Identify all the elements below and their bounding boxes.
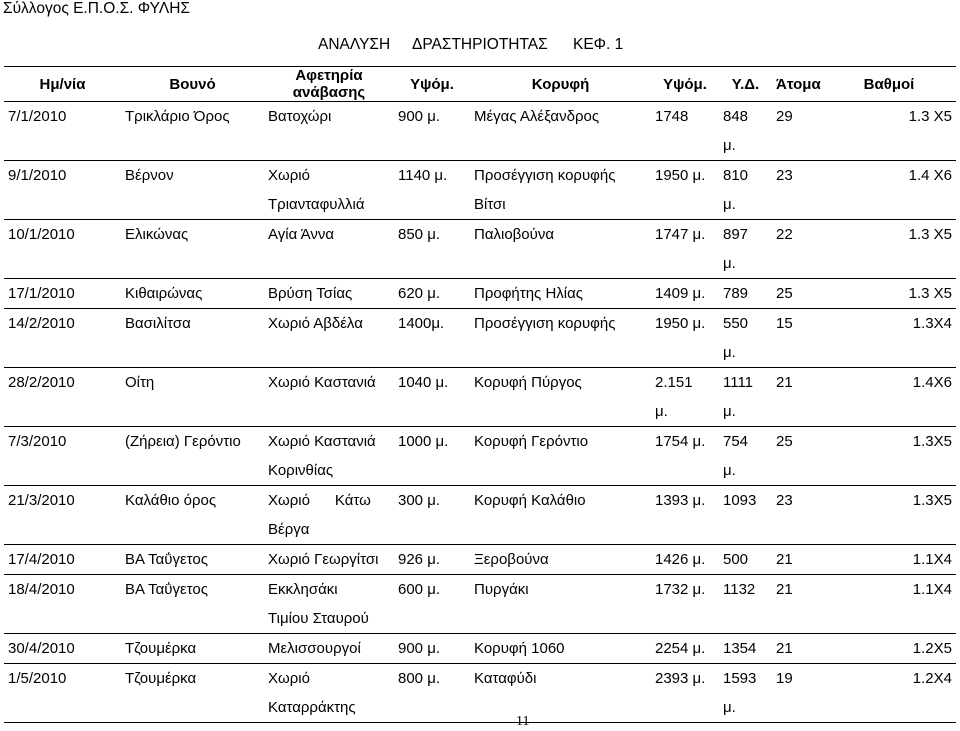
cell-mountain <box>121 664 264 723</box>
cell-grade-text: 1.3X4 <box>912 315 952 332</box>
cell-peak-text: Παλιοβούνα <box>474 226 555 243</box>
cell-date-text: 7/1/2010 <box>8 108 67 125</box>
cell-mountain-text: ΒΑ Ταΰγετος <box>125 581 208 598</box>
cell-peak-text: Προσέγγιση κορυφής <box>474 167 616 184</box>
cell-alt-start <box>394 368 470 427</box>
cell-start-text: Βρύση Τσίας <box>268 285 353 302</box>
cell-people <box>772 634 822 664</box>
cell-start-text: Χωριό <box>268 670 310 687</box>
cell-grade-text: 1.3 X5 <box>908 108 952 125</box>
cell-grade-text: 1.4 X6 <box>908 167 952 184</box>
col-header-mountain: Βουνό <box>121 67 264 102</box>
cell-start-text-line2: Καταρράκτης <box>268 699 356 716</box>
cell-alt-start-text: 850 μ. <box>398 226 441 243</box>
table-row <box>4 309 956 368</box>
cell-date <box>4 102 121 161</box>
cell-peak <box>470 309 651 368</box>
cell-alt-start <box>394 161 470 220</box>
cell-grade-text: 1.3 X5 <box>908 285 952 302</box>
cell-peak <box>470 486 651 545</box>
cell-vertical-diff <box>719 486 772 545</box>
cell-alt-start-text: 900 μ. <box>398 640 441 657</box>
cell-date-text: 7/3/2010 <box>8 433 67 450</box>
cell-date <box>4 279 121 309</box>
table-row <box>4 161 956 220</box>
cell-alt-peak-text: 1754 μ. <box>655 433 706 450</box>
cell-alt-start <box>394 575 470 634</box>
cell-mountain <box>121 220 264 279</box>
cell-vertical-diff-text-line2: μ. <box>723 462 736 479</box>
cell-mountain <box>121 427 264 486</box>
cell-vertical-diff-text: 1354 <box>723 640 757 657</box>
cell-alt-peak <box>651 575 719 634</box>
cell-alt-start <box>394 664 470 723</box>
page-number: 11 <box>516 714 530 729</box>
cell-alt-peak-text: 1950 μ. <box>655 315 706 332</box>
cell-grade <box>822 486 956 545</box>
cell-people-text: 23 <box>776 167 793 184</box>
cell-start <box>264 664 394 723</box>
cell-alt-peak-text: 2.151 <box>655 374 693 391</box>
cell-vertical-diff-text: 500 <box>723 551 749 568</box>
cell-date <box>4 486 121 545</box>
cell-alt-peak-text: 1409 μ. <box>655 285 706 302</box>
cell-vertical-diff-text-line2: μ. <box>723 403 736 420</box>
cell-grade <box>822 279 956 309</box>
cell-mountain <box>121 486 264 545</box>
cell-people <box>772 545 822 575</box>
cell-vertical-diff-text: 789 <box>723 285 749 302</box>
cell-date <box>4 545 121 575</box>
cell-peak <box>470 220 651 279</box>
cell-alt-start-text: 1400μ. <box>398 315 445 332</box>
cell-people-text: 21 <box>776 551 793 568</box>
cell-people <box>772 575 822 634</box>
cell-people-text: 25 <box>776 433 793 450</box>
cell-people-text: 21 <box>776 640 793 657</box>
cell-start <box>264 309 394 368</box>
cell-grade-text: 1.3 X5 <box>908 226 952 243</box>
cell-people <box>772 368 822 427</box>
cell-date <box>4 664 121 723</box>
cell-date-text: 30/4/2010 <box>8 640 75 657</box>
cell-alt-start <box>394 309 470 368</box>
cell-peak-text: Πυργάκι <box>474 581 529 598</box>
cell-people <box>772 427 822 486</box>
cell-peak-text: Κορυφή 1060 <box>474 640 565 657</box>
col-header-people: Άτομα <box>772 67 822 102</box>
cell-alt-start <box>394 545 470 575</box>
col-header-start <box>264 67 394 102</box>
cell-date-text: 17/4/2010 <box>8 551 75 568</box>
cell-vertical-diff-text-line2: μ. <box>723 255 736 272</box>
cell-date <box>4 161 121 220</box>
cell-people <box>772 102 822 161</box>
cell-start-text: Χωριό <box>268 167 310 184</box>
cell-date-text: 18/4/2010 <box>8 581 75 598</box>
cell-peak-text: Καταφύδι <box>474 670 537 687</box>
cell-alt-peak-text: 1393 μ. <box>655 492 706 509</box>
cell-grade <box>822 309 956 368</box>
cell-vertical-diff-text: 897 <box>723 226 749 243</box>
cell-peak <box>470 161 651 220</box>
cell-people-text: 29 <box>776 108 793 125</box>
cell-start <box>264 575 394 634</box>
col-header-vertical-diff: Υ.Δ. <box>719 67 772 102</box>
cell-alt-peak <box>651 309 719 368</box>
cell-start-text: Μελισσουργοί <box>268 640 361 657</box>
table-row <box>4 575 956 634</box>
cell-people <box>772 220 822 279</box>
cell-people-text: 19 <box>776 670 793 687</box>
cell-peak <box>470 545 651 575</box>
cell-alt-peak <box>651 102 719 161</box>
cell-start <box>264 220 394 279</box>
cell-mountain-text: (Ζήρεια) Γερόντιο <box>125 433 241 450</box>
cell-grade <box>822 102 956 161</box>
cell-grade-text: 1.3X5 <box>912 492 952 509</box>
cell-vertical-diff-text: 1093 <box>723 492 757 509</box>
cell-alt-peak-text-line2: μ. <box>655 403 668 420</box>
cell-people <box>772 486 822 545</box>
activity-table <box>4 66 956 723</box>
cell-peak <box>470 102 651 161</box>
table-row <box>4 634 956 664</box>
cell-mountain <box>121 161 264 220</box>
cell-date <box>4 575 121 634</box>
cell-date-text: 9/1/2010 <box>8 167 67 184</box>
cell-start-text-line2: Τριανταφυλλιά <box>268 196 365 213</box>
cell-people-text: 25 <box>776 285 793 302</box>
cell-peak-text: Προφήτης Ηλίας <box>474 285 584 302</box>
cell-date-text: 14/2/2010 <box>8 315 75 332</box>
cell-vertical-diff <box>719 102 772 161</box>
cell-start-text: Χωριό Γεωργίτσι <box>268 551 379 568</box>
cell-grade-text: 1.4X6 <box>912 374 952 391</box>
cell-peak-text: Κορυφή Γερόντιο <box>474 433 589 450</box>
cell-mountain <box>121 575 264 634</box>
cell-peak-text: Μέγας Αλέξανδρος <box>474 108 600 125</box>
cell-grade <box>822 220 956 279</box>
cell-start <box>264 486 394 545</box>
cell-vertical-diff <box>719 309 772 368</box>
cell-alt-start-text: 1000 μ. <box>398 433 449 450</box>
cell-vertical-diff <box>719 279 772 309</box>
cell-alt-start-text: 1140 μ. <box>398 167 448 184</box>
cell-vertical-diff <box>719 220 772 279</box>
col-header-date: Ημ/νία <box>4 67 121 102</box>
cell-date <box>4 220 121 279</box>
cell-people-text: 21 <box>776 374 793 391</box>
table-row <box>4 545 956 575</box>
cell-grade-text: 1.1X4 <box>912 551 952 568</box>
cell-grade <box>822 545 956 575</box>
cell-peak-text-line2: Βίτσι <box>474 196 506 213</box>
title-part-chapter: ΚΕΦ. 1 <box>573 36 624 53</box>
cell-start <box>264 102 394 161</box>
cell-alt-start-text: 600 μ. <box>398 581 441 598</box>
cell-vertical-diff-text: 550 <box>723 315 749 332</box>
cell-grade-text: 1.2X4 <box>912 670 952 687</box>
cell-vertical-diff <box>719 161 772 220</box>
cell-alt-peak <box>651 427 719 486</box>
cell-peak-text: Προσέγγιση κορυφής <box>474 315 616 332</box>
cell-peak <box>470 664 651 723</box>
cell-start <box>264 427 394 486</box>
cell-people <box>772 161 822 220</box>
cell-people <box>772 309 822 368</box>
cell-mountain-text: ΒΑ Ταΰγετος <box>125 551 208 568</box>
cell-date-text: 21/3/2010 <box>8 492 75 509</box>
cell-mountain <box>121 545 264 575</box>
cell-date-text: 10/1/2010 <box>8 226 75 243</box>
cell-alt-start-text: 900 μ. <box>398 108 441 125</box>
cell-vertical-diff <box>719 545 772 575</box>
cell-alt-peak <box>651 634 719 664</box>
cell-alt-start <box>394 102 470 161</box>
cell-peak <box>470 575 651 634</box>
cell-mountain-text: Τζουμέρκα <box>125 670 197 687</box>
cell-mountain <box>121 368 264 427</box>
cell-alt-start <box>394 279 470 309</box>
cell-mountain-text: Τρικλάριο Όρος <box>125 108 230 125</box>
cell-start-text: Χωριό Καστανιά <box>268 374 376 391</box>
cell-date <box>4 368 121 427</box>
cell-alt-start <box>394 486 470 545</box>
cell-alt-start-text: 800 μ. <box>398 670 441 687</box>
cell-start <box>264 545 394 575</box>
table-row <box>4 279 956 309</box>
cell-mountain-text: Οίτη <box>125 374 155 391</box>
cell-start-text: Βατοχώρι <box>268 108 332 125</box>
cell-alt-start-text: 620 μ. <box>398 285 441 302</box>
cell-people-text: 21 <box>776 581 793 598</box>
cell-alt-peak-text: 1748 <box>655 108 689 125</box>
cell-vertical-diff-text-line2: μ. <box>723 699 736 716</box>
cell-grade <box>822 161 956 220</box>
cell-peak <box>470 634 651 664</box>
cell-people-text: 22 <box>776 226 793 243</box>
cell-vertical-diff-text-line2: μ. <box>723 137 736 154</box>
cell-alt-peak <box>651 220 719 279</box>
cell-alt-peak <box>651 161 719 220</box>
cell-start-text: Χωριό Καστανιά <box>268 433 376 450</box>
cell-alt-peak-text: 1732 μ. <box>655 581 706 598</box>
table-row <box>4 486 956 545</box>
cell-start <box>264 368 394 427</box>
cell-vertical-diff-text: 810 <box>723 167 749 184</box>
cell-vertical-diff-text: 1593 <box>723 670 757 687</box>
cell-alt-start <box>394 634 470 664</box>
cell-alt-start-text: 1040 μ. <box>398 374 449 391</box>
cell-start-text: Αγία Άννα <box>268 226 334 243</box>
table-row <box>4 427 956 486</box>
col-header-peak: Κορυφή <box>470 67 651 102</box>
cell-alt-peak <box>651 486 719 545</box>
cell-vertical-diff-text: 1132 <box>723 581 756 598</box>
title-part-analysis: ΑΝΑΛΥΣΗ <box>318 36 391 53</box>
cell-grade-text: 1.2X5 <box>912 640 952 657</box>
cell-date-text: 1/5/2010 <box>8 670 67 687</box>
cell-peak <box>470 368 651 427</box>
cell-peak <box>470 279 651 309</box>
cell-alt-peak <box>651 545 719 575</box>
cell-start-text-line2: Κορινθίας <box>268 462 334 479</box>
cell-vertical-diff <box>719 368 772 427</box>
cell-vertical-diff-text: 1111 <box>723 374 754 391</box>
cell-mountain-text: Βέρνον <box>125 167 174 184</box>
col-header-alt-peak: Υψόμ. <box>651 67 719 102</box>
col-header-alt-start: Υψόμ. <box>394 67 470 102</box>
cell-vertical-diff <box>719 575 772 634</box>
cell-date-text: 28/2/2010 <box>8 374 75 391</box>
table-header-row <box>4 67 956 102</box>
cell-grade <box>822 664 956 723</box>
cell-mountain <box>121 309 264 368</box>
cell-alt-start <box>394 427 470 486</box>
cell-start <box>264 634 394 664</box>
cell-peak-text: Ξεροβούνα <box>474 551 549 568</box>
cell-date <box>4 634 121 664</box>
cell-people-text: 15 <box>776 315 793 332</box>
cell-start-text-line2: Βέργα <box>268 521 310 538</box>
cell-mountain <box>121 102 264 161</box>
cell-grade-text: 1.3X5 <box>912 433 952 450</box>
cell-alt-start <box>394 220 470 279</box>
cell-start <box>264 279 394 309</box>
cell-grade <box>822 368 956 427</box>
cell-vertical-diff-text-line2: μ. <box>723 196 736 213</box>
cell-start-text-line2: Τιμίου Σταυρού <box>268 610 369 627</box>
cell-alt-peak <box>651 368 719 427</box>
cell-vertical-diff-text: 848 <box>723 108 749 125</box>
title-part-activity: ΔΡΑΣΤΗΡΙΟΤΗΤΑΣ <box>412 36 548 53</box>
cell-grade <box>822 427 956 486</box>
col-header-grade: Βαθμοί <box>822 67 956 102</box>
cell-mountain <box>121 634 264 664</box>
cell-mountain-text: Τζουμέρκα <box>125 640 197 657</box>
cell-vertical-diff-text: 754 <box>723 433 749 450</box>
cell-vertical-diff <box>719 634 772 664</box>
cell-start <box>264 161 394 220</box>
table-row <box>4 102 956 161</box>
cell-vertical-diff <box>719 427 772 486</box>
cell-grade <box>822 634 956 664</box>
cell-mountain-text: Βασιλίτσα <box>125 315 191 332</box>
table-row <box>4 220 956 279</box>
cell-people <box>772 664 822 723</box>
cell-grade <box>822 575 956 634</box>
cell-vertical-diff-text-line2: μ. <box>723 344 736 361</box>
cell-alt-peak-text: 1950 μ. <box>655 167 706 184</box>
cell-alt-start-text: 926 μ. <box>398 551 441 568</box>
cell-vertical-diff <box>719 664 772 723</box>
cell-mountain-text: Ελικώνας <box>125 226 189 243</box>
cell-start-text: Εκκλησάκι <box>268 581 338 598</box>
cell-alt-peak <box>651 664 719 723</box>
cell-alt-peak-text: 1747 μ. <box>655 226 706 243</box>
cell-people-text: 23 <box>776 492 793 509</box>
cell-mountain <box>121 279 264 309</box>
table-row <box>4 664 956 723</box>
cell-peak-text: Κορυφή Καλάθιο <box>474 492 586 509</box>
cell-alt-peak <box>651 279 719 309</box>
cell-alt-start-text: 300 μ. <box>398 492 441 509</box>
cell-alt-peak-text: 1426 μ. <box>655 551 706 568</box>
cell-date-text: 17/1/2010 <box>8 285 75 302</box>
col-header-start-line2: ανάβασης <box>292 84 366 101</box>
cell-peak <box>470 427 651 486</box>
cell-grade-text: 1.1X4 <box>912 581 952 598</box>
cell-mountain-text: Κιθαιρώνας <box>125 285 203 302</box>
cell-mountain-text: Καλάθιο όρος <box>125 492 217 509</box>
cell-start-text: Χωριό Κάτω <box>268 492 371 509</box>
cell-date <box>4 309 121 368</box>
table-row <box>4 368 956 427</box>
cell-alt-peak-text: 2254 μ. <box>655 640 706 657</box>
cell-date <box>4 427 121 486</box>
cell-start-text: Χωριό Αβδέλα <box>268 315 363 332</box>
cell-alt-peak-text: 2393 μ. <box>655 670 706 687</box>
cell-peak-text: Κορυφή Πύργος <box>474 374 582 391</box>
col-header-start-line1: Αφετηρία <box>295 67 363 84</box>
cell-people <box>772 279 822 309</box>
organization-name: Σύλλογος Ε.Π.Ο.Σ. ΦΥΛΗΣ <box>3 0 190 17</box>
